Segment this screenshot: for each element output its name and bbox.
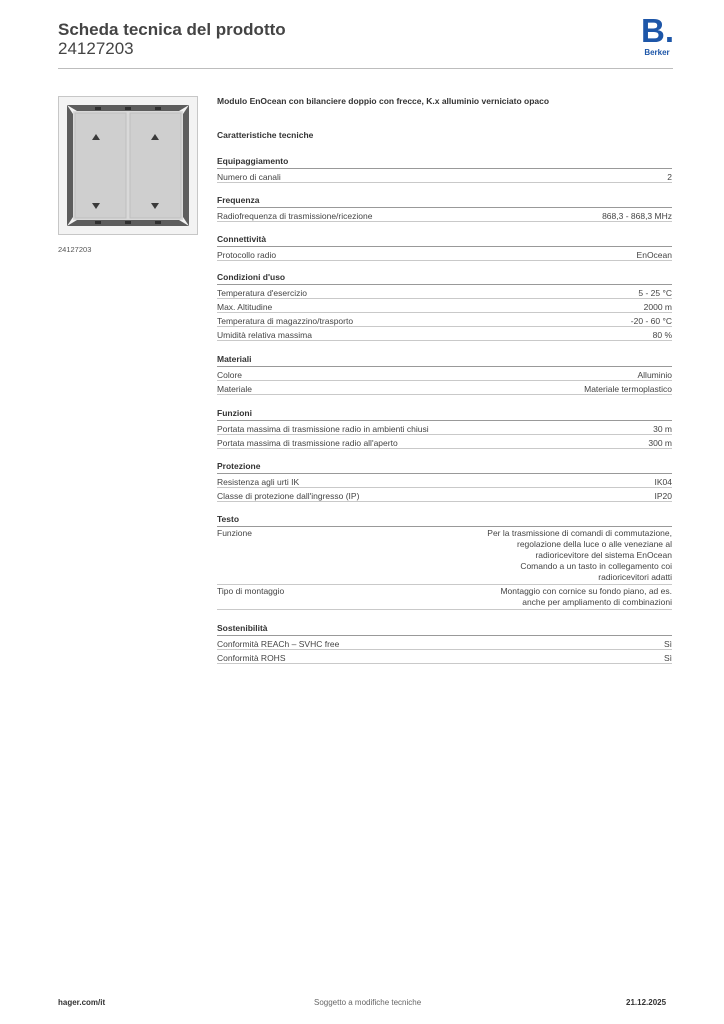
spec-row (217, 381, 672, 395)
section-condizioni-uso (217, 271, 672, 341)
section-title: Condizioni d'uso (217, 271, 672, 285)
spec-value: EnOcean (636, 250, 672, 260)
spec-value: 30 m (653, 424, 672, 434)
spec-label: Numero di canali (217, 172, 281, 182)
spec-row (217, 488, 672, 502)
header-divider (58, 68, 673, 69)
footer-disclaimer: Soggetto a modifiche tecniche (314, 998, 422, 1007)
product-code-heading: 24127203 (58, 39, 134, 58)
footer-website-link[interactable]: hager.com/it (58, 998, 106, 1007)
spec-value: 5 - 25 °C (638, 288, 672, 298)
spec-value: -20 - 60 °C (630, 316, 672, 326)
logo-mark: B. (641, 12, 674, 49)
product-image-caption: 24127203 (58, 245, 92, 254)
spec-row (217, 208, 672, 222)
section-sostenibilita (217, 622, 672, 664)
section-title: Equipaggiamento (217, 155, 672, 169)
spec-row (217, 421, 672, 435)
spec-row (217, 435, 672, 449)
page-title: Scheda tecnica del prodotto (58, 20, 286, 39)
switch-illustration (59, 97, 197, 234)
section-title: Sostenibilità (217, 622, 672, 636)
section-title: Protezione (217, 460, 672, 474)
spec-row (217, 285, 672, 299)
spec-label: Radiofrequenza di trasmissione/ricezione (217, 211, 373, 221)
tech-specs-heading: Caratteristiche tecniche (217, 130, 314, 140)
spec-value: Alluminio (637, 370, 672, 380)
spec-value: Materiale termoplastico (584, 384, 672, 394)
section-title: Frequenza (217, 194, 672, 208)
spec-label: Conformità ROHS (217, 653, 286, 663)
section-title: Funzioni (217, 407, 672, 421)
spec-row (217, 327, 672, 341)
section-equipaggiamento (217, 155, 672, 183)
spec-value: 300 m (648, 438, 672, 448)
spec-value: 80 % (652, 330, 672, 340)
spec-label: Conformità REACh – SVHC free (217, 639, 340, 649)
spec-row (217, 299, 672, 313)
spec-value: Sì (663, 639, 672, 649)
logo-text: Berker (644, 48, 670, 57)
spec-row (217, 169, 672, 183)
section-materiali (217, 353, 672, 395)
spec-label: Protocollo radio (217, 250, 277, 260)
spec-label: Materiale (217, 384, 252, 394)
spec-value: Sì (663, 653, 672, 663)
section-testo (217, 513, 672, 610)
spec-row (217, 474, 672, 488)
product-title: Modulo EnOcean con bilanciere doppio con frecce, K.x alluminio verniciato opaco (217, 96, 550, 106)
spec-row (217, 650, 672, 664)
spec-value: 868,3 - 868,3 MHz (602, 211, 672, 221)
spec-row (217, 636, 672, 650)
spec-value: IP20 (654, 491, 672, 501)
spec-label: Portata massima di trasmissione radio in ambienti chiusi (217, 424, 429, 434)
spec-label: Colore (217, 370, 243, 380)
spec-value: 2000 m (643, 302, 672, 312)
spec-value: IK04 (654, 477, 672, 487)
spec-value: Per la trasmissione di comandi di commutazione, regolazione della luce o alle veneziane al radioricevitore del sistema EnOcean Comando a un tasto in collegamento coi radioricevitori adatti (487, 528, 672, 582)
spec-row (217, 313, 672, 327)
section-frequenza (217, 194, 672, 222)
section-title: Materiali (217, 353, 672, 367)
spec-label: Tipo di montaggio (217, 586, 285, 596)
section-title: Testo (217, 513, 672, 527)
section-connettivita (217, 233, 672, 261)
spec-value: 2 (667, 172, 672, 182)
spec-label: Classe di protezione dall'ingresso (IP) (217, 491, 360, 501)
spec-label: Funzione (217, 528, 252, 538)
spec-value: Montaggio con cornice su fondo piano, ad es. anche per ampliamento di combinazioni (500, 586, 672, 607)
berker-logo (641, 12, 674, 57)
section-protezione (217, 460, 672, 502)
spec-label: Max. Altitudine (217, 302, 273, 312)
spec-label: Temperatura d'esercizio (217, 288, 307, 298)
section-title: Connettività (217, 233, 672, 247)
footer-date: 21.12.2025 (626, 998, 667, 1007)
spec-label: Umidità relativa massima (217, 330, 312, 340)
product-image (58, 96, 198, 235)
spec-label: Temperatura di magazzino/trasporto (217, 316, 354, 326)
spec-row (217, 585, 672, 610)
spec-row (217, 367, 672, 381)
spec-label: Resistenza agli urti IK (217, 477, 300, 487)
spec-row (217, 527, 672, 585)
spec-label: Portata massima di trasmissione radio all'aperto (217, 438, 398, 448)
section-funzioni (217, 407, 672, 449)
spec-row (217, 247, 672, 261)
